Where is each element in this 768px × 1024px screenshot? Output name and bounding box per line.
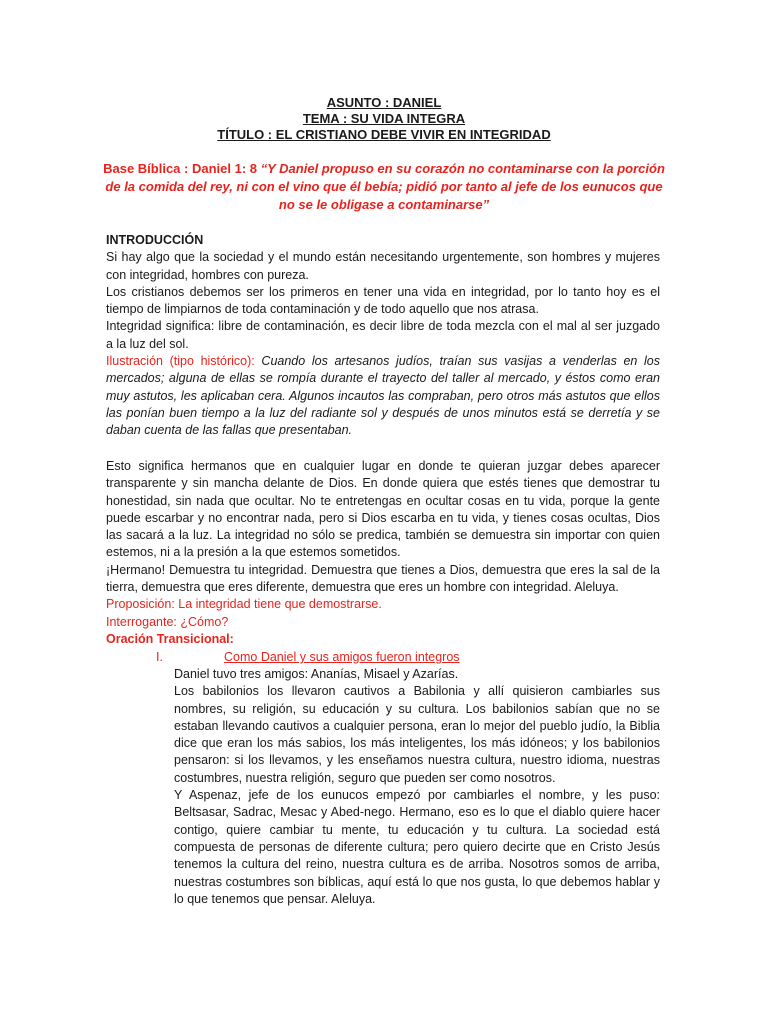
section-1-paragraph-3: Y Aspenaz, jefe de los eunucos empezó por cambiarles el nombre, y les puso: Beltsasar, Sadrac, Mesac y Abed-nego. Hermano, eso es lo que el diablo quiere hacer contigo, quiere cambiar tu mente, tu educación y tu cultura. La sociedad está compuesta de personas de diferente cultura; pero quiero decirte que en Cristo Jesús tenemos la cultura del reino, nuestra cultura es de arriba. Nosotros somos de arriba, nuestras costumbres son bíblicas, aquí está lo que nos gusta, lo que debemos hablar y lo que tenemos que pensar. Aleluya. — [174, 788, 660, 906]
section-1-paragraph-1: Daniel tuvo tres amigos: Ananías, Misael y Azarías. — [174, 667, 459, 681]
base-biblica — [100, 160, 668, 214]
proposicion: Proposición: La integridad tiene que demostrarse. — [106, 597, 382, 612]
body-paragraph-2: ¡Hermano! Demuestra tu integridad. Demuestra que tienes a Dios, demuestra que eres la sal de la tierra, demuestra que eres diferente, demuestra que eres un hombre con integridad. Aleluya. — [106, 562, 660, 595]
introduccion-heading: INTRODUCCIÓN — [106, 233, 204, 247]
section-1-heading — [106, 649, 660, 666]
ilustracion-paragraph — [106, 353, 660, 439]
section-1-body — [174, 666, 660, 908]
body-section — [106, 458, 660, 648]
ilustracion-label: Ilustración (tipo histórico): — [106, 354, 255, 369]
interrogante: Interrogante: ¿Cómo? — [106, 614, 229, 629]
oracion-transicional: Oración Transicional: — [106, 631, 234, 646]
intro-paragraph-2: Los cristianos debemos ser los primeros en tener una vida en integridad, por lo tanto hoy es el tiempo de limpiarnos de toda contaminación y de todo aquello que nos atrasa. — [106, 284, 660, 317]
section-1-title: Como Daniel y sus amigos fueron integros — [224, 650, 460, 664]
ilustracion-text: Cuando los artesanos judíos, traían sus vasijas a venderlas en los mercados; alguna de ellas se rompía durante el trayecto del taller al mercado, y éstos como eran muy astutos, les aplicaban cera. Algunos incautos las compraban, pero otros más astutos que ellos las ponían buen tiempo a la luz del radiante sol y después de unos minutos está se derretía y se daban cuenta de las fallas que presentaban. — [106, 354, 660, 438]
intro-paragraph-3: Integridad significa: libre de contaminación, es decir libre de toda mezcla con el mal al ser juzgado a la luz del sol. — [106, 319, 660, 351]
section-1-number: I. — [156, 650, 163, 664]
base-biblica-quote: “Y Daniel propuso en su corazón no contaminarse con la porción de la comida del rey, ni con el vino que él bebía; pidió por tanto al jefe de los eunucos que no se le obligase a contaminarse” — [105, 161, 665, 212]
introduccion-section — [106, 232, 660, 440]
section-1-paragraph-2: Los babilonios los llevaron cautivos a Babilonia y allí quisieron cambiarles sus nombres, su religión, su educación y su cultura. Los babilonios sabían que no se estaban llevando cautivos a cualquier persona, eran lo mejor del pueblo judío, la Biblia dice que eran los más sabios, los más inteligentes, los más idóneos; y los babilonios pensaron: si los llevamos, y les enseñamos nuestra cultura, nuestro idioma, nuestras costumbres, nuestra religión, seguro que pueden ser como nosotros. — [174, 684, 660, 785]
body-paragraph-1: Esto significa hermanos que en cualquier lugar en donde te quieran juzgar debes aparecer transparente y sin mancha delante de Dios. En donde quiera que estés tienes que demostrar tu honestidad, sin nada que ocultar. No te entretengas en ocultar cosas en tu vida, porque la gente puede escarbar y no encontrar nada, pero si Dios escarba en tu vida, y tienes cosas ocultas, Dios las sacará a la luz. La integridad no sólo se predica, también se demuestra sin importar con quien estemos, ni a la presión a la que estemos sometidos. — [106, 459, 660, 560]
tema-heading: TEMA : SU VIDA INTEGRA — [302, 111, 466, 126]
asunto-heading: ASUNTO : DANIEL — [326, 95, 442, 110]
intro-paragraph-1: Si hay algo que la sociedad y el mundo están necesitando urgentemente, son hombres y mujeres con integridad, hombres con pureza. — [106, 250, 660, 282]
titulo-heading: TÍTULO : EL CRISTIANO DEBE VIVIR EN INTEGRIDAD — [217, 127, 551, 142]
base-biblica-label: Base Bíblica : Daniel 1: 8 — [103, 161, 257, 176]
